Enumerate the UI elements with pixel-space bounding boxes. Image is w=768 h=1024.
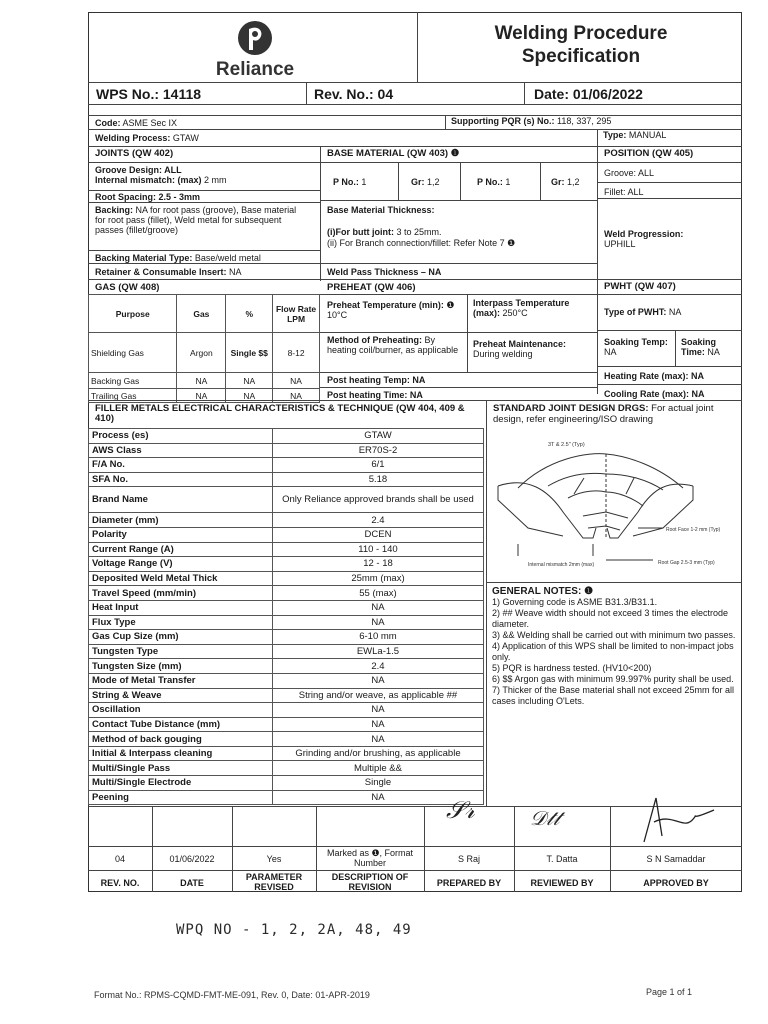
- table-row: [89, 761, 484, 776]
- joint-design-heading: STANDARD JOINT DESIGN DRGS:: [493, 403, 649, 414]
- gas-col-purpose: Purpose: [89, 295, 177, 333]
- filler-param-value: 110 - 140: [272, 542, 483, 557]
- joint-design-drawing: [488, 428, 738, 578]
- post-heating-time: Post heating Time: NA: [327, 390, 423, 400]
- gas-flow: 8-12: [273, 333, 320, 373]
- filler-param-label: Voltage Range (V): [89, 557, 273, 572]
- preheat-heading: PREHEAT (QW 406): [327, 282, 416, 293]
- base-material-heading-text: BASE MATERIAL (QW 403): [327, 148, 449, 159]
- filler-param-label: Initial & Interpass cleaning: [89, 746, 273, 761]
- row-rule: [320, 332, 598, 333]
- filler-param-label: Mode of Metal Transfer: [89, 673, 273, 688]
- row-rule: [597, 182, 742, 183]
- col-reviewed: REVIEWED BY: [530, 878, 594, 888]
- revision-parameter: Yes: [266, 854, 282, 864]
- filler-param-label: Contact Tube Distance (mm): [89, 717, 273, 732]
- progression-label: Weld Progression:: [604, 229, 684, 239]
- gas-table: [88, 294, 320, 403]
- filler-param-label: AWS Class: [89, 443, 273, 458]
- note-marker-icon: ❶: [584, 586, 594, 597]
- pwht-heading: PWHT (QW 407): [604, 281, 676, 292]
- filler-param-label: Oscillation: [89, 703, 273, 718]
- table-row: [89, 703, 484, 718]
- table-row: [89, 542, 484, 557]
- notes-heading-text: GENERAL NOTES:: [492, 586, 582, 597]
- filler-param-value: NA: [272, 790, 483, 805]
- note-item: 3) && Welding shall be carried out with minimum two passes.: [492, 630, 736, 640]
- filler-param-label: Method of back gouging: [89, 732, 273, 747]
- revision-date: 01/06/2022: [169, 854, 215, 864]
- position-heading: POSITION (QW 405): [604, 148, 694, 159]
- revision-prepared-by: S Raj: [457, 854, 480, 864]
- row-rule: [486, 582, 742, 583]
- logo-text: Reliance: [215, 59, 295, 80]
- filler-param-value: String and/or weave, as applicable ##: [272, 688, 483, 703]
- table-row: [89, 586, 484, 601]
- notes-list: [492, 597, 737, 707]
- soaking-temp-value: NA: [604, 347, 617, 357]
- gas-percent: Single $$: [226, 333, 273, 373]
- filler-param-label: Diameter (mm): [89, 513, 273, 528]
- interpass-temp: [470, 297, 597, 319]
- filler-param-value: 6/1: [272, 458, 483, 473]
- gas-flow: NA: [273, 389, 320, 403]
- note-item: 2) ## Weave width should not exceed 3 times the electrode diameter.: [492, 608, 728, 629]
- filler-param-label: Brand Name: [89, 487, 273, 513]
- code-label: Code:: [95, 118, 121, 128]
- table-row: [89, 527, 484, 542]
- reliance-logo-icon: [237, 20, 273, 56]
- gas-col-gas: Gas: [177, 295, 226, 333]
- table-row: [89, 443, 484, 458]
- footer-format-number: Format No.: RPMS-CQMD-FMT-ME-091, Rev. 0, Date: 01-APR-2019: [94, 990, 370, 1000]
- filler-param-value: 55 (max): [272, 586, 483, 601]
- table-row: [89, 732, 484, 747]
- type-label: Type:: [603, 130, 627, 140]
- gr-1-value: 1,2: [427, 177, 440, 187]
- header-rule: [88, 82, 742, 83]
- title-line-2: Specification: [521, 46, 641, 67]
- position-fillet: Fillet: ALL: [604, 187, 644, 197]
- row-rule: [597, 162, 742, 163]
- table-row: [89, 429, 484, 444]
- row-rule: [88, 146, 742, 147]
- supporting-pqr-field: [448, 115, 742, 127]
- filler-param-label: Heat Input: [89, 600, 273, 615]
- joint-design-field: [490, 402, 740, 426]
- filler-param-label: Multi/Single Electrode: [89, 776, 273, 791]
- branch-value: Refer Note 7: [453, 238, 505, 248]
- filler-param-label: SFA No.: [89, 472, 273, 487]
- col-rev-no: REV. NO.: [100, 878, 140, 888]
- type-field: [600, 129, 742, 141]
- progression-value: UPHILL: [604, 239, 636, 249]
- filler-param-label: Polarity: [89, 527, 273, 542]
- filler-param-label: Travel Speed (mm/min): [89, 586, 273, 601]
- table-row: [89, 746, 484, 761]
- note-item: 4) Application of this WPS shall be limited to non-impact jobs only.: [492, 641, 734, 662]
- butt-joint-value: 3 to 25mm.: [396, 227, 442, 237]
- interpass-label: Interpass Temperature (max):: [473, 298, 570, 318]
- filler-param-label: Tungsten Type: [89, 644, 273, 659]
- retainer-value: NA: [229, 267, 242, 277]
- soaking-time: [678, 336, 742, 358]
- butt-joint-label: (i)For butt joint:: [327, 227, 394, 237]
- filler-param-label: Process (es): [89, 429, 273, 444]
- revision-description: Marked as ❶, Format Number: [326, 848, 414, 868]
- gr-1-label: Gr:: [411, 177, 425, 187]
- col-description: DESCRIPTION OF REVISION: [331, 872, 409, 892]
- preheat-temp-value: 10°C: [327, 310, 348, 320]
- post-heating-temp: Post heating Temp: NA: [327, 375, 426, 385]
- backing-label: Backing:: [95, 205, 134, 215]
- preheat-method: [324, 334, 464, 356]
- filler-param-value: DCEN: [272, 527, 483, 542]
- branch-thickness: [324, 237, 594, 249]
- cooling-rate: Cooling Rate (max): NA: [604, 389, 705, 399]
- filler-param-value: 12 - 18: [272, 557, 483, 572]
- header-divider: [417, 12, 418, 82]
- backing-field: [92, 204, 312, 248]
- note-marker-icon: ❶: [446, 300, 455, 310]
- filler-param-label: String & Weave: [89, 688, 273, 703]
- table-row: [89, 717, 484, 732]
- supporting-pqr-value: 118, 337, 295: [557, 116, 612, 126]
- preheat-maintenance-value: During welding: [473, 349, 533, 359]
- table-row: [89, 333, 320, 373]
- table-row: [89, 644, 484, 659]
- signature-reviewed: 𝒟𝓉𝓉: [530, 806, 560, 830]
- note-item: 6) $$ Argon gas with minimum 99.997% purity shall be used.: [492, 674, 734, 684]
- internal-mismatch: [92, 174, 320, 186]
- gr-2-label: Gr:: [551, 177, 565, 187]
- row-rule: [88, 263, 598, 264]
- table-row: [89, 487, 484, 513]
- preheat-method-value: By heating coil/burner, as applicable: [327, 335, 459, 355]
- p-no-1-label: P No.:: [333, 177, 359, 187]
- cell-divider: [398, 162, 399, 200]
- preheat-temp-label: Preheat Temperature (min):: [327, 300, 444, 310]
- logo: [200, 20, 310, 82]
- gas-heading: GAS (QW 408): [95, 282, 160, 293]
- header-divider: [306, 82, 307, 104]
- preheat-maintenance-label: Preheat Maintenance:: [473, 339, 567, 349]
- col-parameter: PARAMETER REVISED: [245, 872, 303, 892]
- drawing-label-top: 3T & 2.5" (Typ): [548, 442, 585, 448]
- table-row: [89, 571, 484, 586]
- row-rule: [88, 250, 320, 251]
- thickness-heading: Base Material Thickness:: [327, 205, 435, 215]
- pwht-type-label: Type of PWHT:: [604, 307, 667, 317]
- gas-purpose: Shielding Gas: [89, 333, 177, 373]
- drawing-label-root-gap: Root Gap 2.5-3 mm (Typ): [658, 560, 715, 566]
- col-approved: APPROVED BY: [643, 878, 709, 888]
- revision-reviewed-by: T. Datta: [546, 854, 578, 864]
- preheat-temp: [324, 299, 464, 321]
- cell-divider: [467, 294, 468, 372]
- filler-param-label: Peening: [89, 790, 273, 805]
- row-rule: [88, 202, 320, 203]
- internal-mismatch-label: Internal mismatch: (max): [95, 175, 202, 185]
- signature-prepared: 𝒮𝓇: [446, 796, 475, 824]
- table-row: [89, 615, 484, 630]
- table-row: [89, 373, 320, 389]
- filler-param-value: 2.4: [272, 659, 483, 674]
- column-divider: [320, 146, 321, 281]
- code-value: ASME Sec IX: [122, 118, 178, 128]
- groove-design-text: Groove Design: ALL: [95, 165, 182, 175]
- backing-material-type-value: Base/weld metal: [194, 253, 261, 263]
- row-rule: [320, 372, 598, 373]
- soaking-time-value: NA: [707, 347, 720, 357]
- branch-label: (ii) For Branch connection/fillet:: [327, 238, 452, 248]
- title-line-1: Welding Procedure: [494, 23, 668, 44]
- general-notes: [492, 586, 737, 707]
- supporting-pqr-label: Supporting PQR (s) No.:: [451, 116, 555, 126]
- table-row: [89, 600, 484, 615]
- base-material-heading: [324, 148, 594, 160]
- soaking-temp-label: Soaking Temp:: [604, 337, 668, 347]
- filler-param-value: NA: [272, 703, 483, 718]
- handwritten-note: WPQ NO - 1, 2, 2A, 48, 49: [176, 922, 412, 938]
- preheat-method-label: Method of Preheating:: [327, 335, 422, 345]
- row-rule: [597, 366, 742, 367]
- backing-material-type-label: Backing Material Type:: [95, 253, 193, 263]
- preheat-maintenance: [470, 338, 597, 360]
- filler-param-value: 25mm (max): [272, 571, 483, 586]
- retainer-label: Retainer & Consumable Insert:: [95, 267, 227, 277]
- weld-pass-thickness: Weld Pass Thickness – NA: [327, 267, 442, 277]
- backing-text: NA for root pass (groove), Base material for root pass (fillet), Weld metal for subsequent passes (fillet/groove): [95, 205, 297, 235]
- welding-process-field: [92, 132, 492, 144]
- filler-param-label: Flux Type: [89, 615, 273, 630]
- gas-type: Argon: [177, 333, 226, 373]
- notes-heading: [492, 586, 737, 597]
- filler-param-value: 5.18: [272, 472, 483, 487]
- filler-param-value: NA: [272, 600, 483, 615]
- filler-param-value: GTAW: [272, 429, 483, 444]
- table-row: [89, 630, 484, 645]
- note-item: 1) Governing code is ASME B31.3/B31.1.: [492, 597, 658, 607]
- drawing-label-root-face: Root Face 1-2 mm (Typ): [666, 527, 721, 533]
- gas-table-header: [89, 295, 320, 333]
- heating-rate: Heating Rate (max): NA: [604, 371, 705, 381]
- root-spacing: Root Spacing: 2.5 - 3mm: [95, 192, 201, 202]
- column-divider: [597, 129, 598, 394]
- drawing-label-mismatch: Internal mismatch 2mm (max): [528, 562, 595, 568]
- welding-process-value: GTAW: [172, 133, 199, 143]
- gas-purpose: Trailing Gas: [89, 389, 177, 403]
- table-row: [89, 790, 484, 805]
- gas-percent: NA: [226, 389, 273, 403]
- filler-param-label: Deposited Weld Metal Thick: [89, 571, 273, 586]
- code-field: [92, 117, 432, 129]
- note-item: 7) Thicker of the Base material shall not exceed 25mm for all cases including O'Lets.: [492, 685, 734, 706]
- gr-2: [548, 176, 598, 188]
- col-date: DATE: [180, 878, 204, 888]
- cell-divider: [540, 162, 541, 200]
- filler-param-value: NA: [272, 673, 483, 688]
- p-no-2-label: P No.:: [477, 177, 503, 187]
- filler-param-label: Multi/Single Pass: [89, 761, 273, 776]
- table-row: [89, 688, 484, 703]
- filler-param-value: Single: [272, 776, 483, 791]
- filler-param-label: F/A No.: [89, 458, 273, 473]
- footer-page-number: Page 1 of 1: [646, 987, 693, 997]
- filler-param-label: Tungsten Size (mm): [89, 659, 273, 674]
- signature-approved: [624, 792, 724, 848]
- welding-process-label: Welding Process:: [95, 133, 171, 143]
- filler-param-value: Only Reliance approved brands shall be used: [272, 487, 483, 513]
- cell-divider: [675, 330, 676, 366]
- revision-number: Rev. No.: 04: [314, 86, 394, 102]
- table-row: [89, 513, 484, 528]
- soaking-time-label: Soaking Time:: [681, 337, 717, 357]
- wps-number: WPS No.: 14118: [96, 86, 202, 102]
- row-rule: [88, 279, 742, 280]
- filler-param-label: Current Range (A): [89, 542, 273, 557]
- row-rule: [320, 162, 598, 163]
- note-item: 5) PQR is hardness tested. (HV10<200): [492, 663, 652, 673]
- position-groove: Groove: ALL: [604, 168, 655, 178]
- row-rule: [597, 198, 742, 199]
- filler-param-value: ER70S-2: [272, 443, 483, 458]
- table-row: [89, 659, 484, 674]
- row-rule: [597, 384, 742, 385]
- pwht-type: [601, 306, 742, 318]
- filler-param-value: Multiple &&: [272, 761, 483, 776]
- table-row: [89, 458, 484, 473]
- note-marker-icon: ❶: [507, 238, 516, 248]
- column-divider: [486, 400, 487, 806]
- filler-param-value: 6-10 mm: [272, 630, 483, 645]
- revision-approved-by: S N Samaddar: [646, 854, 706, 864]
- table-row: [89, 557, 484, 572]
- retainer-field: [92, 266, 320, 278]
- revision-rev-no: 04: [114, 854, 125, 864]
- filler-param-value: NA: [272, 717, 483, 732]
- header-rule: [88, 104, 742, 105]
- cell-divider: [460, 162, 461, 200]
- row-rule: [88, 162, 320, 163]
- row-rule: [597, 330, 742, 331]
- document-title: [420, 22, 742, 68]
- gas-type: NA: [177, 389, 226, 403]
- joints-heading: JOINTS (QW 402): [95, 148, 174, 159]
- document-date: Date: 01/06/2022: [534, 86, 643, 102]
- gas-flow: NA: [273, 373, 320, 389]
- table-row: [89, 776, 484, 791]
- interpass-value: 250°C: [502, 308, 528, 318]
- gas-col-flow: Flow Rate LPM: [273, 295, 320, 333]
- row-rule: [320, 200, 598, 201]
- gas-type: NA: [177, 373, 226, 389]
- table-row: [89, 673, 484, 688]
- filler-param-value: NA: [272, 732, 483, 747]
- header-divider: [524, 82, 525, 104]
- col-prepared: PREPARED BY: [436, 878, 502, 888]
- soaking-temp: [601, 336, 671, 358]
- filler-heading: FILLER METALS ELECTRICAL CHARACTERISTICS & TECHNIQUE (QW 404, 409 & 410): [95, 403, 465, 424]
- joint-design-text: For actual joint design, refer engineering/ISO drawing: [493, 403, 714, 425]
- filler-param-value: 2.4: [272, 513, 483, 528]
- row-rule: [88, 400, 742, 401]
- gas-percent: NA: [226, 373, 273, 389]
- p-no-2: [474, 176, 544, 188]
- gas-purpose: Backing Gas: [89, 373, 177, 389]
- row-rule: [320, 387, 598, 388]
- filler-table: [88, 428, 484, 805]
- pwht-type-value: NA: [668, 307, 682, 317]
- p-no-1: [330, 176, 400, 188]
- p-no-2-value: 1: [505, 177, 511, 187]
- p-no-1-value: 1: [361, 177, 367, 187]
- internal-mismatch-value: 2 mm: [204, 175, 227, 185]
- cell-divider: [445, 115, 446, 129]
- filler-param-value: NA: [272, 615, 483, 630]
- filler-param-value: Grinding and/or brushing, as applicable: [272, 746, 483, 761]
- filler-param-label: Gas Cup Size (mm): [89, 630, 273, 645]
- gr-2-value: 1,2: [567, 177, 580, 187]
- type-value: MANUAL: [628, 130, 667, 140]
- gas-col-percent: %: [226, 295, 273, 333]
- note-marker-icon: ❶: [450, 148, 460, 159]
- table-row: [89, 472, 484, 487]
- filler-param-value: EWLa-1.5: [272, 644, 483, 659]
- gr-1: [408, 176, 468, 188]
